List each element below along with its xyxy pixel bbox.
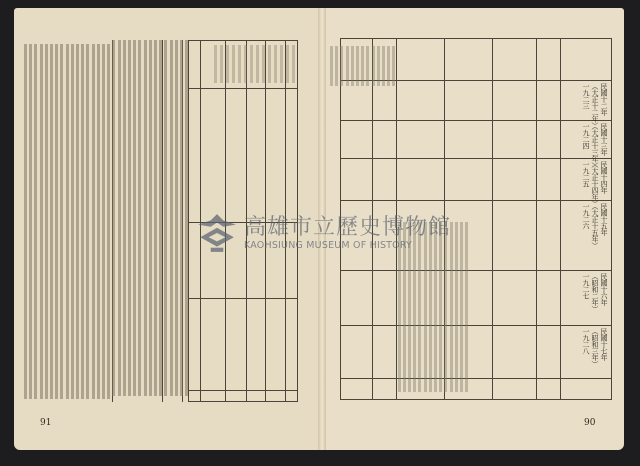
year-ad: 一九二八	[582, 328, 590, 354]
table-text	[274, 45, 277, 83]
table-rule	[188, 298, 298, 299]
text-column	[361, 46, 364, 86]
watermark-chinese: 高雄市立歷史博物館	[244, 214, 452, 240]
text-column	[330, 46, 333, 86]
text-column	[356, 46, 359, 86]
year-japan: （大正十五年）	[591, 203, 599, 249]
table-text	[244, 45, 247, 83]
text-column	[346, 46, 349, 86]
museum-logo-icon	[196, 212, 238, 254]
text-column	[55, 44, 58, 399]
table-rule	[560, 38, 561, 400]
table-text	[268, 45, 271, 83]
year-japan: （昭和二年）	[591, 273, 599, 312]
text-column	[175, 40, 178, 396]
table-rule	[492, 38, 493, 400]
text-column	[335, 46, 338, 86]
text-column	[154, 40, 157, 396]
table-text	[232, 45, 235, 83]
table-rule	[340, 158, 612, 159]
text-column	[92, 44, 95, 399]
text-column	[455, 222, 458, 392]
text-column	[86, 44, 89, 399]
table-rule	[340, 270, 612, 271]
year-ad: 一九二四	[582, 123, 590, 149]
year-japan: （大正十二年）	[591, 83, 599, 129]
table-text	[214, 45, 217, 83]
museum-watermark	[196, 212, 451, 254]
table-rule	[340, 80, 612, 81]
table-text	[220, 45, 223, 83]
table-text	[256, 45, 259, 83]
text-column	[107, 44, 110, 399]
table-rule	[188, 88, 298, 89]
text-column	[60, 44, 63, 399]
table-rule	[340, 325, 612, 326]
text-column	[387, 46, 390, 86]
year-ad: 一九二五	[582, 161, 590, 187]
text-column	[465, 222, 468, 392]
text-column	[351, 46, 354, 86]
year-japan: （大正十三年）	[591, 123, 599, 169]
text-column	[138, 40, 141, 396]
text-column	[97, 44, 100, 399]
table-text	[292, 45, 295, 83]
text-column	[392, 46, 395, 86]
text-column	[180, 40, 183, 396]
year-roc: 民國十三年	[600, 123, 608, 156]
year-roc: 民國十六年	[600, 273, 608, 306]
text-column	[45, 44, 48, 399]
text-column	[340, 46, 343, 86]
text-column	[366, 46, 369, 86]
text-column	[170, 40, 173, 396]
table-text	[286, 45, 289, 83]
watermark-english: KAOHSIUNG MUSEUM OF HISTORY	[244, 239, 413, 251]
year-ad: 一九二七	[582, 273, 590, 299]
table-text	[280, 45, 283, 83]
text-column	[112, 40, 115, 396]
text-column	[29, 44, 32, 399]
text-column	[81, 44, 84, 399]
year-japan: （昭和三年）	[591, 328, 599, 367]
year-roc: 民國十二年	[600, 83, 608, 116]
year-roc: 民國十四年	[600, 161, 608, 194]
year-ad: 一九二六	[582, 203, 590, 229]
text-column	[123, 40, 126, 396]
text-column	[118, 40, 121, 396]
table-rule	[188, 390, 298, 391]
text-column	[133, 40, 136, 396]
table-text	[238, 45, 241, 83]
year-japan: （大正十四年）	[591, 161, 599, 207]
text-column	[34, 44, 37, 399]
year-roc: 民國十七年	[600, 328, 608, 361]
text-column	[185, 40, 188, 396]
text-column	[102, 44, 105, 399]
text-column	[71, 44, 74, 399]
text-column	[24, 44, 27, 399]
table-rule	[340, 378, 612, 379]
text-column	[66, 44, 69, 399]
text-column	[377, 46, 380, 86]
year-ad: 一九二三	[582, 83, 590, 109]
text-column	[128, 40, 131, 396]
left-page-number: 91	[40, 418, 52, 428]
table-text	[262, 45, 265, 83]
text-column	[76, 44, 79, 399]
year-roc: 民國十五年	[600, 203, 608, 236]
text-column	[382, 46, 385, 86]
table-text	[226, 45, 229, 83]
table-rule	[340, 200, 612, 201]
text-column	[144, 40, 147, 396]
right-page-number: 90	[584, 418, 596, 428]
text-column	[40, 44, 43, 399]
text-column	[50, 44, 53, 399]
text-column	[460, 222, 463, 392]
table-rule	[340, 120, 612, 121]
text-column	[164, 40, 167, 396]
text-column	[372, 46, 375, 86]
text-column	[159, 40, 162, 396]
table-text	[250, 45, 253, 83]
text-column	[149, 40, 152, 396]
table-rule	[536, 38, 537, 400]
